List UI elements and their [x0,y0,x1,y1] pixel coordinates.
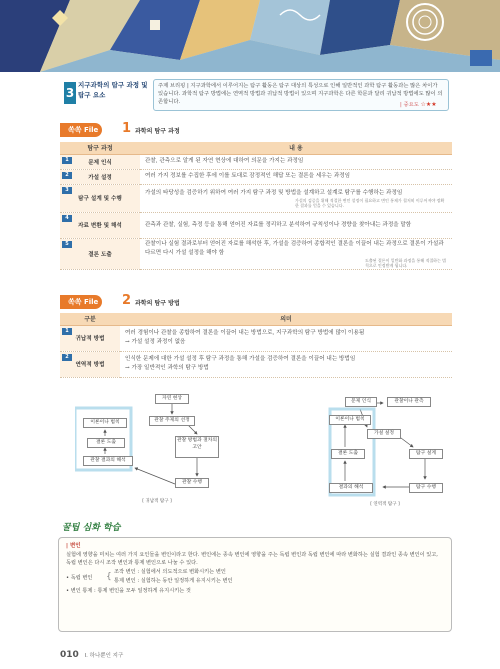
file2-label: 쏙쏙 File [60,295,102,309]
row-label [60,212,140,238]
file2-header [60,295,360,309]
variable-control: • 변인 통제 : 통제 변인을 모두 일정하게 유지시키는 것 [66,588,191,594]
variable-tree [66,569,444,587]
diagram-node: 결과의 해석 [329,483,373,493]
file1-header [60,123,360,137]
row-text: 관측과 관찰, 실험, 측정 등을 통해 얻어진 자료를 정리하고 분석하여 규칙성이나 경향을 찾아내는 과정을 말함 [140,212,452,238]
method-table [60,313,452,378]
banner-illustration [0,0,500,72]
table-header: 구분 [60,313,120,325]
star-icon: ☆★★ [420,101,437,108]
activity-title: 꿀팁 심화 학습 [62,523,121,533]
diagram-node: 관찰이나 관측 [387,397,431,407]
activity-label: | 변인 [66,543,81,549]
row-text [120,351,452,377]
diagram-node: 관찰 방법과 절차의 고안 [175,436,219,458]
table-header: 탐구 과정 [60,142,140,154]
table-row [60,184,452,212]
row-text-sub: → 가장 일반적인 과학의 탐구 방법 [125,365,209,371]
row-note: 가설의 검증을 위해 적절한 변인 설정이 필요하고 변인 통제가 철저히 이루어져야 정확한 결과를 얻을 수 있습니다. [295,197,445,208]
chapter-title: I. 하나뿐인 지구 [84,653,124,659]
row-text-main: 인식한 문제에 대한 가설 설정 후 탐구 과정을 통해 가설을 검증하여 결론을 이끌어 내는 방법임 [125,356,356,362]
row-text [140,238,452,269]
activity-paragraph: 실험에 영향을 미치는 여러 가지 요인들을 변인이라고 한다. 변인에는 종속 변인에 영향을 주는 독립 변인과 독립 변인에 따라 변화하는 실험 결과인 종속 변인이 있고, 독립 변인은 다시 조작 변인과 통제 변인으로 나눌 수 있다. [66,552,438,566]
header-banner [0,0,500,72]
row-label-text: 결론 도출 [88,251,112,258]
importance-label: | 중요도 [400,102,419,108]
row-text-main: 관찰이나 실험 결과로부터 얻어진 자료를 해석한 후, 가설을 검증하여 종합적인 결론을 이끌어 내는 과정으로 결론이 가설과 다르면 다시 가설 설정을 해야 함 [145,240,444,256]
diagram-node: 관찰 결과의 해석 [83,456,133,466]
diagram-node: 관찰 수행 [175,478,209,488]
row-label [60,351,120,377]
diagram-node: 이론이나 법칙 [329,415,371,425]
section-number: 3 [64,82,76,104]
row-label-text: 자료 변환 및 해석 [78,223,122,229]
row-text [120,325,452,351]
section-intro-text: 주제 브리핑 | 지구과학에서 이루어지는 탐구 활동은 탐구 대상의 특성으로 인해 일반적인 과학 탐구 활동과는 많은 차이가 있습니다. 과학적 탐구 방법에는 연역적 방법과 귀납적 방법이 있으며 지구과학은 다른 학문과 달리 귀납적 방법에도 많이 의존합니다. [158,83,443,105]
diagram-node: 결론 도출 [331,449,365,459]
file1-number: 1 [122,121,132,136]
importance-rating [400,100,437,108]
diagram-node: 결론 도출 [87,438,125,448]
activity-label-text: 변인 [69,543,81,549]
row-number: 2 [62,354,72,361]
row-text: 여러 가지 정보를 수집한 후에 이를 토대로 잠정적인 해답 또는 결론을 세우는 과정임 [140,169,452,184]
table-row [60,154,452,169]
manip-variable: 조작 변인 : 실험에서 의도적으로 변화시키는 변인 [114,569,226,575]
row-text-main: 여러 경험이나 관찰을 종합하여 결론을 이끌어 내는 방법으로, 지구과학의 탐구 방법에 많이 이용됨 [125,330,365,336]
control-variable: 통제 변인 : 실험하는 동안 일정하게 유지시키는 변인 [114,578,233,584]
row-number: 1 [62,328,72,335]
row-number: 2 [62,172,72,179]
row-number: 1 [62,157,72,164]
activity-body [66,551,444,595]
row-label [60,169,140,184]
table-header: 의미 [120,313,452,325]
row-label-text: 문제 인식 [88,159,112,166]
row-label-text: 귀납적 방법 [75,336,105,342]
diagram-node: 이론이나 법칙 [83,418,127,428]
row-text: 관찰, 관측으로 알게 된 자연 현상에 대하여 의문을 가지는 과정임 [140,154,452,169]
deductive-diagram [325,395,455,510]
row-number: 4 [62,215,72,222]
diagram-node: 탐구 수행 [409,483,443,493]
page-number: 010 [60,650,79,660]
inductive-diagram [75,390,235,510]
row-number: 5 [62,241,72,248]
diagram-caption: [ 귀납적 탐구 ] [142,499,172,504]
row-label-text: 탐구 설계 및 수행 [78,196,122,202]
table-row [60,351,452,377]
row-note: 도출된 결론이 일반화 과정을 통해 적절하는 법칙으로 인정받게 됩니다. [365,257,447,268]
row-label-text: 연역적 방법 [75,362,105,368]
row-label [60,184,140,212]
row-text-sub: → 가설 설정 과정이 없음 [125,339,186,345]
diagram-node: 자연 현상 [155,394,189,404]
page-footer [60,650,123,660]
row-label [60,238,140,269]
diagram-node: 가설 설정 [367,429,401,439]
brace-icon: { [106,572,112,582]
row-number: 3 [62,187,72,194]
table-row [60,169,452,184]
file1-title: 과학의 탐구 과정 [135,128,180,135]
row-text-main: 가설의 타당성을 검증하기 위하여 여러 가지 탐구 과정 및 방법을 설계하고 설계로 탐구를 수행하는 과정임 [145,189,403,196]
file2-title: 과학의 탐구 방법 [135,300,180,307]
diagram-caption: [ 연역적 탐구 ] [370,502,400,507]
indep-variable: • 독립 변인 [66,575,93,581]
table-row [60,238,452,269]
table-row [60,325,452,351]
row-label [60,154,140,169]
diagram-node: 문제 인식 [345,397,377,407]
file1-label: 쏙쏙 File [60,123,102,137]
section-title: 지구과학의 탐구 과정 및 탐구 요소 [78,81,148,99]
process-table [60,142,452,270]
row-label-text: 가설 설정 [88,174,112,181]
row-text [140,184,452,212]
diagram-node: 관찰 주제의 선정 [149,416,195,426]
table-row [60,212,452,238]
file2-number: 2 [122,293,132,308]
row-label [60,325,120,351]
table-header: 내 용 [140,142,452,154]
diagram-node: 탐구 설계 [409,449,443,459]
